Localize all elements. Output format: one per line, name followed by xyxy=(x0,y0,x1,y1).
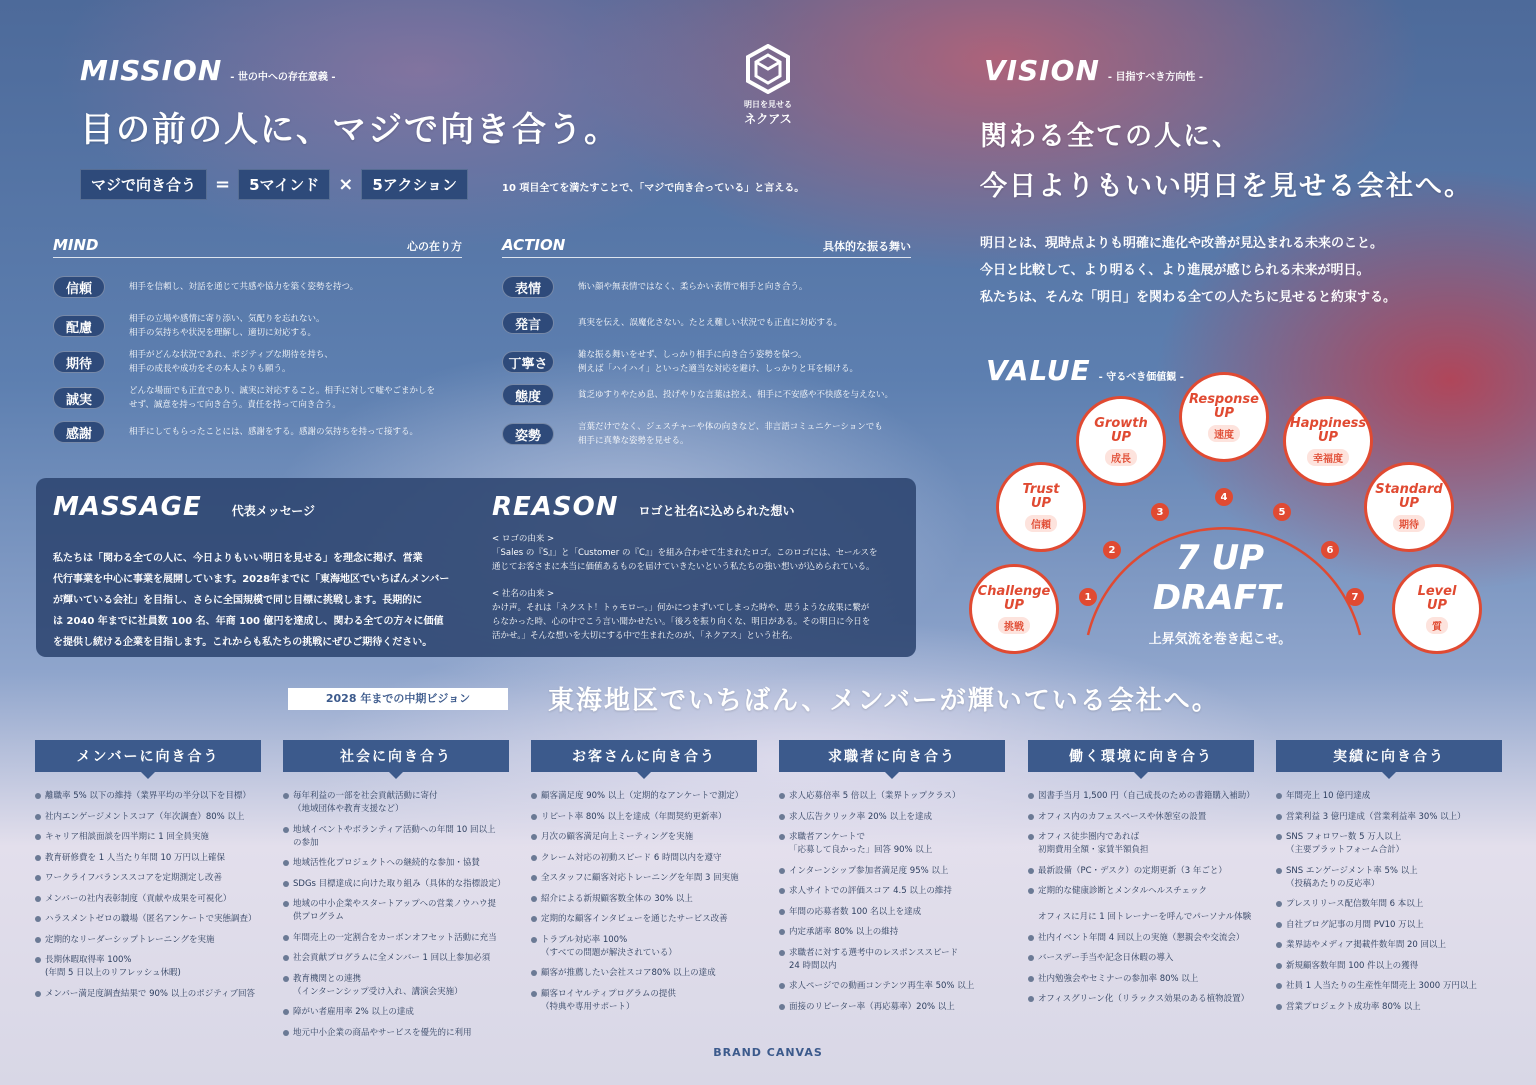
list-item: 内定承諾率 80% 以上の維持 xyxy=(779,926,1005,939)
action-desc: 貧乏ゆすりやため息、投げやりな言葉は控え、相手に不安感や不快感を与えない。 xyxy=(578,390,894,400)
value-number: 4 xyxy=(1215,488,1233,506)
eq-equals: = xyxy=(215,174,231,195)
list-item: 社員 1 人当たりの生産性年間売上 3000 万円以上 xyxy=(1276,980,1502,993)
list-item: 求人応募倍率 5 倍以上（業界トップクラス） xyxy=(779,790,1005,803)
value-jp: 幸福度 xyxy=(1307,449,1349,466)
list-item: トラブル対応率 100% （すべての問題が解決されている） xyxy=(531,934,757,960)
company-logo xyxy=(738,44,798,127)
action-item xyxy=(502,384,893,406)
mind-desc: 相手の立場や感情に寄り添い、気配りを忘れない。 相手の気持ちや状況を理解し、適切に対応する。 xyxy=(129,314,325,338)
column-customers xyxy=(531,740,757,1021)
column-list xyxy=(1028,790,1254,1006)
action-item xyxy=(502,348,858,376)
value-en: Growth xyxy=(1094,415,1148,431)
value-en: Response xyxy=(1189,391,1259,407)
mind-desc: 相手がどんな状況であれ、ポジティブな期待を持ち、 相手の成長や成功をその本人よりも願う。 xyxy=(129,350,333,374)
list-item: リピート率 80% 以上を達成（年間契約更新率） xyxy=(531,811,757,824)
reason-title: REASON xyxy=(492,492,619,522)
value-number: 6 xyxy=(1321,541,1339,559)
value-tagline: 上昇気流を巻き起こせ。 xyxy=(1148,632,1292,647)
action-title: ACTION xyxy=(502,236,566,254)
value-en: Happiness xyxy=(1289,415,1367,431)
mission-statement: 目の前の人に、マジで向き合う。 xyxy=(80,110,620,150)
mind-desc: 相手を信頼し、対話を通じて共感や協力を築く姿勢を持つ。 xyxy=(129,282,359,292)
list-item: 最新設備（PC・デスク）の定期更新（3 年ごと） xyxy=(1028,865,1254,878)
column-environment xyxy=(1028,740,1254,1014)
column-heading: 実績に向き合う xyxy=(1276,740,1502,772)
list-item: 毎年利益の一部を社会貢献活動に寄付 （地域団体や教育支援など） xyxy=(283,790,509,816)
column-list xyxy=(779,790,1005,1014)
value-circle-standard xyxy=(1364,462,1454,552)
vision-subtitle: - 目指すべき方向性 - xyxy=(1107,72,1203,83)
column-list xyxy=(1276,790,1502,1014)
reason-subtitle: ロゴと社名に込められた想い xyxy=(638,504,795,518)
list-item: 社会貢献プログラムに全メンバー 1 回以上参加必須 xyxy=(283,952,509,965)
list-item: 離職率 5% 以下の維持（業界平均の半分以下を目標） xyxy=(35,790,261,803)
mind-label: 信頼 xyxy=(53,276,105,298)
list-item: オフィスグリーン化（リラックス効果のある植物設置） xyxy=(1028,993,1254,1006)
column-heading: 社会に向き合う xyxy=(283,740,509,772)
list-item: ハラスメントゼロの職場（匿名アンケートで実態調査） xyxy=(35,913,261,926)
midterm-label: 2028 年までの中期ビジョン xyxy=(288,688,508,710)
list-item: 月次の顧客満足向上ミーティングを実施 xyxy=(531,831,757,844)
list-item: 面接のリピーター率（再応募率）20% 以上 xyxy=(779,1001,1005,1014)
footer-label: BRAND CANVAS xyxy=(713,1046,823,1059)
reason-heading xyxy=(492,492,795,522)
list-item: 求職者に対する選考中のレスポンススピード 24 時間以内 xyxy=(779,947,1005,973)
logo-name: ネクアス xyxy=(744,112,792,126)
list-item: 自社ブログ記事の月間 PV10 万以上 xyxy=(1276,919,1502,932)
value-jp: 成長 xyxy=(1105,449,1137,466)
list-item: 営業プロジェクト成功率 80% 以上 xyxy=(1276,1001,1502,1014)
list-item: プレスリリース配信数年間 6 本以上 xyxy=(1276,898,1502,911)
value-jp: 速度 xyxy=(1208,425,1240,442)
action-label: 丁寧さ xyxy=(502,351,554,373)
list-item: 定期的な健康診断とメンタルヘルスチェック オフィスに月に 1 回トレーナーを呼んでパーソナル体験 xyxy=(1028,885,1254,924)
action-desc: 言葉だけでなく、ジェスチャーや体の向きなど、非言語コミュニケーションでも 相手に真摯な姿勢を見せる。 xyxy=(578,422,883,446)
list-item: 社内勉強会やセミナーの参加率 80% 以上 xyxy=(1028,973,1254,986)
column-heading: 求職者に向き合う xyxy=(779,740,1005,772)
action-item xyxy=(502,312,842,334)
value-en: UP xyxy=(1398,495,1420,511)
vision-description xyxy=(980,230,1396,311)
action-label: 発言 xyxy=(502,312,554,334)
column-list xyxy=(531,790,757,1014)
value-en: UP xyxy=(1110,429,1132,445)
action-label: 表情 xyxy=(502,276,554,298)
list-item: 定期的な顧客インタビューを通じたサービス改善 xyxy=(531,913,757,926)
value-jp: 期待 xyxy=(1393,515,1425,532)
list-item: 営業利益 3 億円達成（営業利益率 30% 以上） xyxy=(1276,811,1502,824)
value-en: UP xyxy=(1213,405,1235,421)
value-jp: 信頼 xyxy=(1025,515,1057,532)
list-item: 顧客ロイヤルティプログラムの提供 （特典や専用サポート） xyxy=(531,988,757,1014)
value-en: Standard xyxy=(1375,481,1443,497)
midterm-statement: 東海地区でいちばん、メンバーが輝いている会社へ。 xyxy=(548,686,1220,716)
reason-name-line: らなかった時、心の中でこう言い聞かせたい。「後ろを振り向くな、明日がある。その明日に今日を xyxy=(492,617,871,627)
logo-hexagon-icon xyxy=(744,44,792,94)
list-item: 地域の中小企業やスタートアップへの営業ノウハウ提 供プログラム xyxy=(283,898,509,924)
column-society xyxy=(283,740,509,1047)
column-heading: 働く環境に向き合う xyxy=(1028,740,1254,772)
value-number: 5 xyxy=(1273,503,1291,521)
list-item: 紹介による新規顧客数全体の 30% 以上 xyxy=(531,893,757,906)
value-en: UP xyxy=(1317,429,1339,445)
list-item: バースデー手当や記念日休暇の導入 xyxy=(1028,952,1254,965)
column-results xyxy=(1276,740,1502,1021)
list-item: 新規顧客数年間 100 件以上の獲得 xyxy=(1276,960,1502,973)
massage-heading xyxy=(53,492,315,522)
value-circle-level xyxy=(1392,564,1482,654)
massage-line: 代行事業を中心に事業を展開しています。2028年までに「東海地区でいちばんメンバー xyxy=(53,574,450,585)
mind-label: 期待 xyxy=(53,351,105,373)
value-en: UP xyxy=(1003,597,1025,613)
value-subtitle: - 守るべき価値観 - xyxy=(1098,372,1184,383)
list-item: メンバーの社内表彰制度（貢献や成果を可視化） xyxy=(35,893,261,906)
vision-desc-line: 明日とは、現時点よりも明確に進化や改善が見込まれる未来のこと。 xyxy=(980,236,1384,251)
action-label: 姿勢 xyxy=(502,423,554,445)
list-item: 求人サイトでの評価スコア 4.5 以上の維持 xyxy=(779,885,1005,898)
eq-times: × xyxy=(338,174,354,195)
column-heading: メンバーに向き合う xyxy=(35,740,261,772)
value-headline-1: 7 UP xyxy=(1175,538,1265,578)
list-item: メンバー満足度調査結果で 90% 以上のポジティブ回答 xyxy=(35,988,261,1001)
value-en: Level xyxy=(1417,583,1457,599)
list-item: 年間売上 10 億円達成 xyxy=(1276,790,1502,803)
mind-desc: どんな場面でも正直であり、誠実に対応すること。相手に対して嘘やごまかしを せず、誠意を持って向き合う。責任を持って向き合う。 xyxy=(129,386,436,410)
vision-desc-line: 今日と比較して、より明るく、より進展が感じられる未来が明日。 xyxy=(980,263,1370,278)
list-item: SDGs 目標達成に向けた取り組み（具体的な指標設定） xyxy=(283,878,509,891)
column-list xyxy=(283,790,509,1040)
list-item: 全スタッフに顧客対応トレーニングを年間 3 回実施 xyxy=(531,872,757,885)
reason-logo-line: 「Sales の『S』」と「Customer の『C』」を組み合わせて生まれたロゴ。このロゴには、セールスを xyxy=(492,548,878,558)
eq-left: マジで向き合う xyxy=(80,169,207,200)
action-item xyxy=(502,420,883,448)
list-item: オフィス内のカフェスペースや休憩室の設置 xyxy=(1028,811,1254,824)
list-item: 求人広告クリック率 20% 以上を達成 xyxy=(779,811,1005,824)
value-circle-growth xyxy=(1076,396,1166,486)
action-label: 態度 xyxy=(502,384,554,406)
vision-title: VISION xyxy=(984,54,1100,87)
list-item: キャリア相談面談を四半期に 1 回全員実施 xyxy=(35,831,261,844)
value-number: 3 xyxy=(1151,503,1169,521)
list-item: 業界誌やメディア掲載件数年間 20 回以上 xyxy=(1276,939,1502,952)
action-item xyxy=(502,276,807,298)
value-circle-response xyxy=(1179,372,1269,462)
massage-line: が輝いている会社」を目指し、さらに全国規模で同じ目標に挑戦します。長期的に xyxy=(53,595,423,606)
massage-line: は 2040 年までに社員数 100 名、年商 100 億円を達成し、関わる全ての方々に価値 xyxy=(53,616,444,627)
value-en: UP xyxy=(1426,597,1448,613)
vision-line-1: 関わる全ての人に、 xyxy=(980,121,1241,152)
mind-label: 感謝 xyxy=(53,421,105,443)
list-item: 教育機関との連携 （インターンシップ受け入れ、講演会実施） xyxy=(283,973,509,999)
list-item: 求人ページでの動画コンテンツ再生率 50% 以上 xyxy=(779,980,1005,993)
mind-title: MIND xyxy=(53,236,99,254)
list-item: 定期的なリーダーシップトレーニングを実施 xyxy=(35,934,261,947)
value-number: 7 xyxy=(1346,588,1364,606)
list-item: 年間売上の一定割合をカーボンオフセット活動に充当 xyxy=(283,932,509,945)
action-desc: 真実を伝え、誤魔化さない。たとえ難しい状況でも正直に対応する。 xyxy=(578,318,843,328)
value-jp: 挑戦 xyxy=(998,617,1030,634)
vision-desc-line: 私たちは、そんな「明日」を関わる全ての人たちに見せると約束する。 xyxy=(980,290,1397,305)
massage-title: MASSAGE xyxy=(53,492,202,522)
list-item: オフィス徒歩圏内であれば 初期費用全額・家賃半額負担 xyxy=(1028,831,1254,857)
list-item: 地域活性化プロジェクトへの継続的な参加・協賛 xyxy=(283,857,509,870)
mission-equation xyxy=(80,169,468,200)
list-item: 長期休暇取得率 100% (年間 5 日以上のリフレッシュ休暇) xyxy=(35,954,261,980)
list-item: 図書手当月 1,500 円（自己成長のための書籍購入補助） xyxy=(1028,790,1254,803)
mission-title: MISSION xyxy=(80,54,223,87)
logo-tagline: 明日を見せる xyxy=(744,100,792,109)
list-item: 年間の応募者数 100 名以上を達成 xyxy=(779,906,1005,919)
mind-label: 配慮 xyxy=(53,315,105,337)
massage-line: を提供し続ける企業を目指します。これからも私たちの挑戦にぜひご期待ください。 xyxy=(53,637,433,648)
value-jp: 質 xyxy=(1426,617,1448,634)
list-item: 顧客が推薦したい会社スコア80% 以上の達成 xyxy=(531,967,757,980)
action-desc: 怖い顔や無表情ではなく、柔らかい表情で相手と向き合う。 xyxy=(578,282,808,292)
mind-item xyxy=(53,421,418,443)
vision-line-2: 今日よりもいい明日を見せる会社へ。 xyxy=(980,171,1473,202)
massage-body xyxy=(53,548,473,653)
value-en: UP xyxy=(1030,495,1052,511)
column-jobseekers xyxy=(779,740,1005,1021)
eq-mind: 5マインド xyxy=(238,169,330,200)
mind-subtitle: 心の在り方 xyxy=(407,240,462,253)
reason-name-heading: < 社名の由来 > xyxy=(492,589,555,599)
value-number: 1 xyxy=(1079,588,1097,606)
value-headline xyxy=(1130,538,1310,618)
column-list xyxy=(35,790,261,1001)
action-subtitle: 具体的な振る舞い xyxy=(823,240,911,253)
list-item: 地域イベントやボランティア活動への年間 10 回以上 の参加 xyxy=(283,824,509,850)
list-item: 顧客満足度 90% 以上（定期的なアンケートで測定） xyxy=(531,790,757,803)
action-header xyxy=(502,236,911,258)
value-title: VALUE xyxy=(986,354,1091,387)
list-item: 社内エンゲージメントスコア（年次調査）80% 以上 xyxy=(35,811,261,824)
list-item: 障がい者雇用率 2% 以上の達成 xyxy=(283,1006,509,1019)
list-item: インターンシップ参加者満足度 95% 以上 xyxy=(779,865,1005,878)
value-en: Trust xyxy=(1022,481,1060,497)
list-item: 地元中小企業の商品やサービスを優先的に利用 xyxy=(283,1027,509,1040)
list-item: クレーム対応の初動スピード 6 時間以内を遵守 xyxy=(531,852,757,865)
mind-item xyxy=(53,384,435,412)
value-headline-2: DRAFT. xyxy=(1152,578,1288,618)
column-heading: お客さんに向き合う xyxy=(531,740,757,772)
massage-line: 私たちは「関わる全ての人に、今日よりもいい明日を見せる」を理念に掲げ、営業 xyxy=(53,553,423,564)
list-item: 社内イベント年間 4 回以上の実施（懇親会や交流会） xyxy=(1028,932,1254,945)
value-number: 2 xyxy=(1103,541,1121,559)
value-heading xyxy=(986,354,1184,387)
reason-body xyxy=(492,532,902,643)
reason-logo-line: 通じてお客さまに本当に価値あるものを届けていきたいという私たちの強い想いが込められている。 xyxy=(492,562,875,572)
mission-heading xyxy=(80,54,336,87)
value-en: Challenge xyxy=(977,583,1051,599)
value-circle-challenge xyxy=(969,564,1059,654)
reason-name-line: 活かせ。」そんな想いを大切にする中で生まれたのが、「ネクアス」という社名。 xyxy=(492,631,798,641)
mission-subtitle: - 世の中への存在意義 - xyxy=(230,72,336,83)
value-circle-trust xyxy=(996,462,1086,552)
list-item: SNS フォロワー数 5 万人以上 （主要プラットフォーム合計） xyxy=(1276,831,1502,857)
mind-item xyxy=(53,348,333,376)
reason-name-line: かけ声。それは「ネクスト！トゥモロー。」何かにつまずいてしまった時や、思うような成果に繋が xyxy=(492,603,870,613)
list-item: SNS エンゲージメント率 5% 以上 （投稿あたりの反応率） xyxy=(1276,865,1502,891)
mind-item xyxy=(53,312,325,340)
action-desc: 雑な振る舞いをせず、しっかり相手に向き合う姿勢を保つ。 例えば「ハイハイ」といった適当な対応を避け、しっかりと耳を傾ける。 xyxy=(578,350,858,374)
mind-label: 誠実 xyxy=(53,387,105,409)
massage-subtitle: 代表メッセージ xyxy=(231,504,316,518)
list-item: 教育研修費を 1 人当たり年間 10 万円以上確保 xyxy=(35,852,261,865)
vision-heading xyxy=(984,54,1203,87)
mind-header xyxy=(53,236,462,258)
list-item: 求職者アンケートで 「応募して良かった」回答 90% 以上 xyxy=(779,831,1005,857)
mission-note: 10 項目全てを満たすことで、「マジで向き合っている」と言える。 xyxy=(502,183,805,194)
mind-item xyxy=(53,276,358,298)
mind-desc: 相手にしてもらったことには、感謝をする。感謝の気持ちを持って接する。 xyxy=(129,427,419,437)
value-circle-happiness xyxy=(1283,396,1373,486)
column-members xyxy=(35,740,261,1008)
list-item: ワークライフバランススコアを定期測定し改善 xyxy=(35,872,261,885)
eq-action: 5アクション xyxy=(361,169,468,200)
reason-logo-heading: < ロゴの由来 > xyxy=(492,534,555,544)
